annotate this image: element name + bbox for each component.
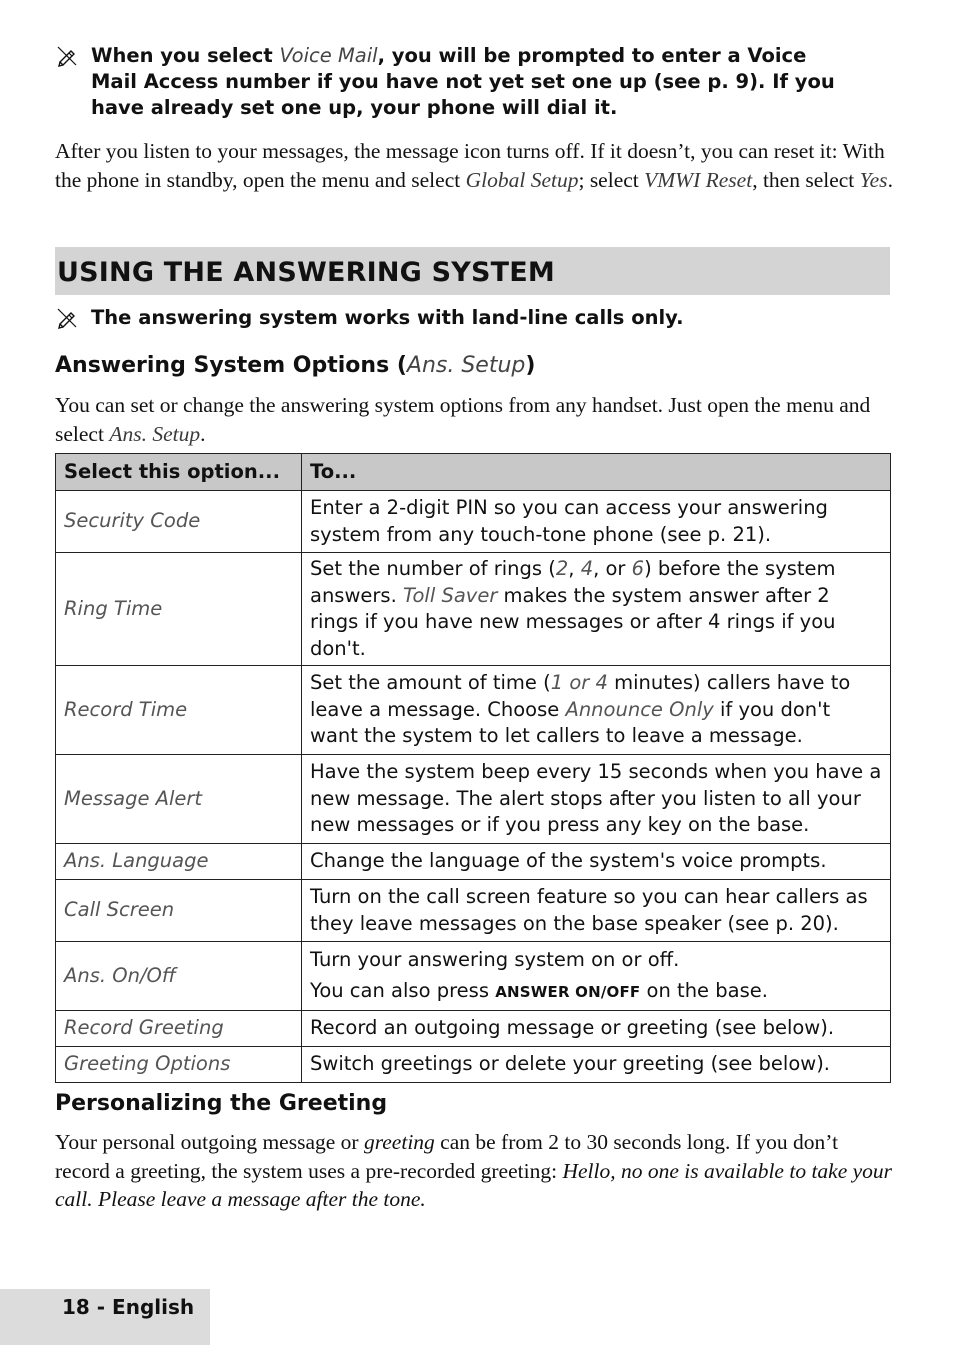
option-cell: Ans. Language bbox=[56, 844, 302, 880]
yes-term: Yes bbox=[859, 167, 888, 192]
description-cell: Set the number of rings (2, 4, or 6) before the system answers. Toll Saver makes the system answer after 2 rings if you have new messages or after 4 rings if you don't. bbox=[302, 553, 891, 666]
table-row bbox=[56, 553, 891, 666]
table-row bbox=[56, 942, 891, 1011]
page-number: 18 - English bbox=[62, 1295, 195, 1319]
options-subheading: Answering System Options (Ans. Setup) bbox=[55, 353, 536, 378]
voice-mail-note bbox=[56, 43, 856, 121]
table-row bbox=[56, 880, 891, 942]
table-row bbox=[56, 1047, 891, 1083]
option-cell: Greeting Options bbox=[56, 1047, 302, 1083]
pencil-note-icon bbox=[56, 45, 78, 67]
column-header-option: Select this option... bbox=[56, 454, 302, 491]
column-header-to: To... bbox=[302, 454, 891, 491]
default-greeting-text: Hello, no one is available to take your call. Please leave a message after the tone. bbox=[55, 1158, 893, 1211]
option-cell: Record Greeting bbox=[56, 1011, 302, 1047]
options-table bbox=[55, 453, 891, 1083]
table-row bbox=[56, 666, 891, 755]
description-cell: Switch greetings or delete your greeting (see below). bbox=[302, 1047, 891, 1083]
voice-mail-term: Voice Mail bbox=[279, 44, 378, 67]
description-line: You can also press ANSWER ON/OFF on the base. bbox=[310, 979, 768, 1002]
ans-setup-term: Ans. Setup bbox=[406, 353, 526, 378]
description-cell: Turn on the call screen feature so you can hear callers as they leave messages on the base speaker (see p. 20). bbox=[302, 880, 891, 942]
description-cell: Have the system beep every 15 seconds when you have a new message. The alert stops after you listen to all your new messages or if you press any key on the base. bbox=[302, 755, 891, 844]
pencil-note-icon bbox=[56, 307, 78, 329]
answer-on-off-key-label: ANSWER ON/OFF bbox=[495, 983, 641, 1001]
description-cell: Change the language of the system's voice prompts. bbox=[302, 844, 891, 880]
message-icon-paragraph: After you listen to your messages, the message icon turns off. If it doesn’t, you can reset it: With the phone in standby, open the menu and select Global Setup; select VMWI Reset, then select Yes. bbox=[55, 139, 893, 192]
description-cell bbox=[302, 942, 891, 1011]
description-line: Turn your answering system on or off. bbox=[310, 947, 680, 971]
options-intro-paragraph: You can set or change the answering system options from any handset. Just open the menu and select Ans. Setup. bbox=[55, 393, 871, 446]
table-row bbox=[56, 1011, 891, 1047]
option-cell: Record Time bbox=[56, 666, 302, 755]
table-row bbox=[56, 755, 891, 844]
greeting-paragraph: Your personal outgoing message or greeting can be from 2 to 30 seconds long. If you don’t record a greeting, the system uses a pre-recorded greeting: Hello, no one is available to take your call. Please leave a message after the tone. bbox=[55, 1130, 893, 1211]
global-setup-term: Global Setup bbox=[465, 167, 579, 192]
page-footer bbox=[0, 1289, 210, 1345]
option-cell: Ans. On/Off bbox=[56, 942, 302, 1011]
option-cell: Ring Time bbox=[56, 553, 302, 666]
greeting-term: greeting bbox=[363, 1130, 435, 1154]
table-row bbox=[56, 491, 891, 553]
land-line-note bbox=[56, 305, 856, 331]
section-header-bar bbox=[55, 247, 890, 295]
description-cell: Enter a 2-digit PIN so you can access your answering system from any touch-tone phone (see p. 21). bbox=[302, 491, 891, 553]
option-cell: Message Alert bbox=[56, 755, 302, 844]
vmwi-reset-term: VMWI Reset bbox=[644, 167, 753, 192]
option-cell: Call Screen bbox=[56, 880, 302, 942]
ans-setup-term: Ans. Setup bbox=[109, 421, 201, 446]
table-row bbox=[56, 844, 891, 880]
description-cell: Set the amount of time (1 or 4 minutes) callers have to leave a message. Choose Announce Only if you don't want the system to let callers to leave a message. bbox=[302, 666, 891, 755]
voice-mail-note-text: When you select Voice Mail, you will be prompted to enter a Voice Mail Access number if you have not yet set one up (see p. 9). If you have already set one up, your phone will dial it. bbox=[91, 44, 835, 119]
land-line-note-text: The answering system works with land-line calls only. bbox=[91, 306, 684, 329]
section-title: USING THE ANSWERING SYSTEM bbox=[57, 257, 555, 288]
table-header-row bbox=[56, 454, 891, 491]
option-cell: Security Code bbox=[56, 491, 302, 553]
description-cell: Record an outgoing message or greeting (see below). bbox=[302, 1011, 891, 1047]
greeting-subheading: Personalizing the Greeting bbox=[55, 1091, 388, 1116]
